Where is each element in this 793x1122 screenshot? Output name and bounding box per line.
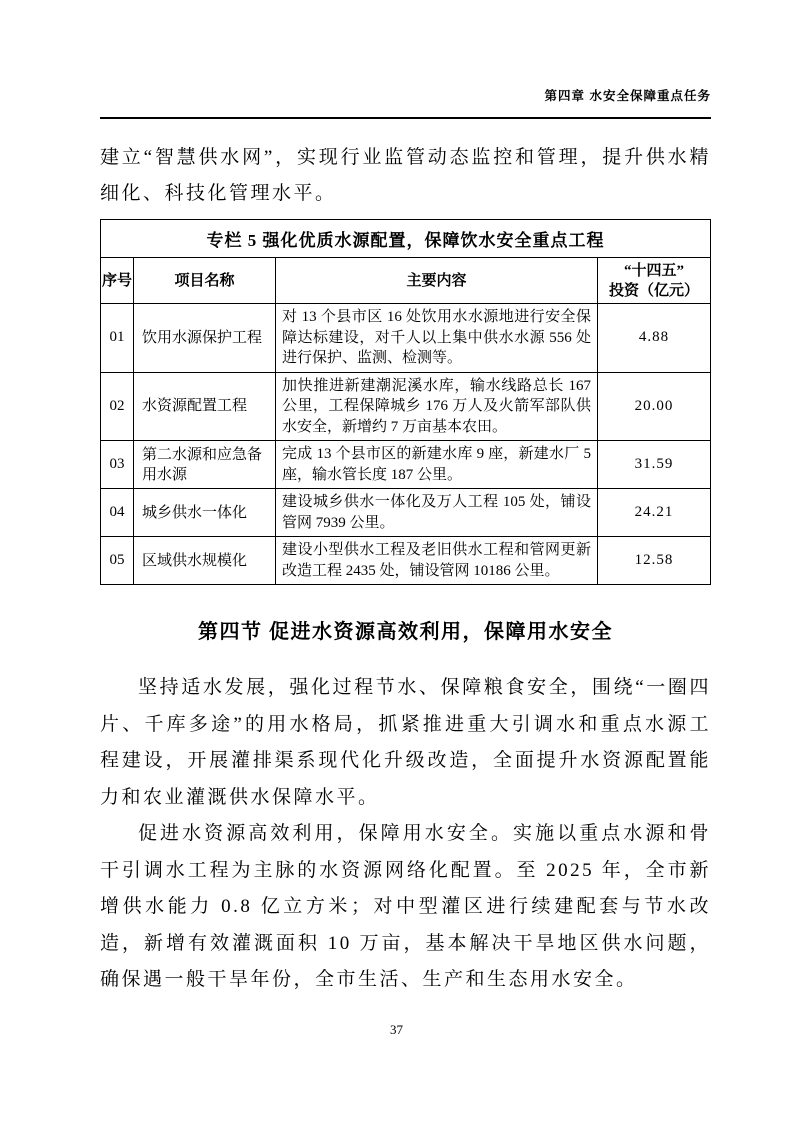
row-project-name: 第二水源和应急备用水源 [134,441,276,489]
row-project-name: 水资源配置工程 [134,372,276,441]
intro-paragraph: 建立“智慧供水网”，实现行业监管动态监控和管理，提升供水精细化、科技化管理水平。 [100,147,711,204]
row-main-content: 加快推进新建潮泥溪水库，输水线路总长 167 公里，工程保障城乡 176 万人及火箭军部队供水安全，新增约 7 万亩基本农田。 [276,372,598,441]
col-header-investment [598,258,711,304]
running-header-chapter: 第四章 水安全保障重点任务 [544,89,711,103]
col-header-name: 项目名称 [134,258,276,304]
header-rule [100,117,711,119]
row-index: 03 [101,441,134,489]
table-title: 专栏 5 强化优质水源配置，保障饮水安全重点工程 [101,220,711,258]
row-index: 04 [101,489,134,537]
body-paragraph: 促进水资源高效利用，保障用水安全。实施以重点水源和骨干引调水工程为主脉的水资源网络化配置。至 2025 年，全市新增供水能力 0.8 亿立方米；对中型灌区进行续建配套与节水改造，新增有效灌溉面积 10 万亩，基本解决干旱地区供水问题，确保遇一般干旱年份，全市生活、生产和生态用水安全。 [100,823,711,990]
row-project-name: 区域供水规模化 [134,537,276,585]
row-main-content: 对 13 个县市区 16 处饮用水水源地进行安全保障达标建设，对千人以上集中供水水源 556 处进行保护、监测、检测等。 [276,304,598,373]
highlight-box-table [100,219,711,585]
row-project-name: 城乡供水一体化 [134,489,276,537]
row-index: 05 [101,537,134,585]
row-investment: 24.21 [598,489,711,537]
col-header-investment-line2: 投资（亿元） [608,282,699,299]
col-header-index: 序号 [101,258,134,304]
section-title: 第四节 促进水资源高效利用，保障用水安全 [198,621,613,643]
row-main-content: 建设城乡供水一体化及万人工程 105 处，铺设管网 7939 公里。 [276,489,598,537]
row-investment: 31.59 [598,441,711,489]
row-investment: 4.88 [598,304,711,373]
row-investment: 12.58 [598,537,711,585]
page-content [100,0,711,999]
table-row [101,441,711,489]
body-paragraph: 坚持适水发展，强化过程节水、保障粮食安全，围绕“一圈四片、千库多途”的用水格局，抓紧推进重大引调水和重点水源工程建设，开展灌排渠系现代化升级改造，全面提升水资源配置能力和农业灌溉供水保障水平。 [100,677,711,808]
table-row [101,489,711,537]
page-number: 37 [390,1022,403,1037]
row-investment: 20.00 [598,372,711,441]
table-row [101,372,711,441]
table-row [101,537,711,585]
col-header-content: 主要内容 [276,258,598,304]
row-main-content: 建设小型供水工程及老旧供水工程和管网更新改造工程 2435 处，铺设管网 10186 公里。 [276,537,598,585]
row-main-content: 完成 13 个县市区的新建水库 9 座，新建水厂 5 座，输水管长度 187 公里。 [276,441,598,489]
row-project-name: 饮用水源保护工程 [134,304,276,373]
table-title-row [101,220,711,258]
row-index: 02 [101,372,134,441]
row-index: 01 [101,304,134,373]
table-header-row [101,258,711,304]
table-row [101,304,711,373]
col-header-investment-line1: “十四五” [623,262,684,279]
